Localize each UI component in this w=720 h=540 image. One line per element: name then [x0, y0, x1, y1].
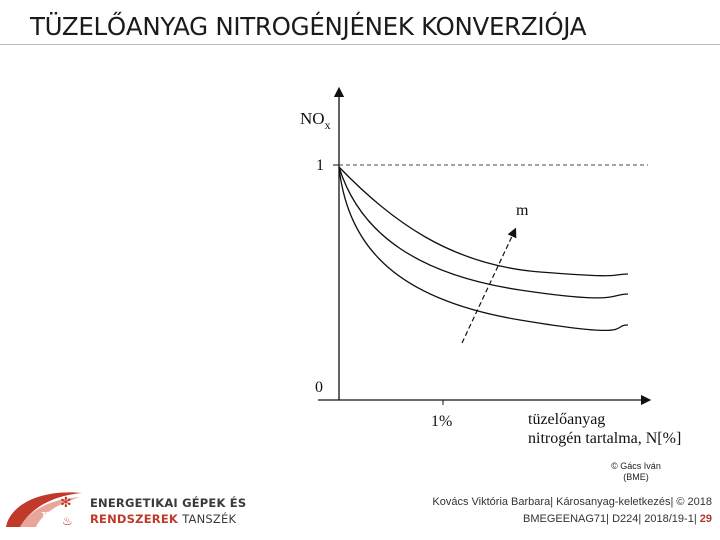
y-axis-label-main: NO: [300, 109, 325, 128]
footer-course-info: BMEGEENAG71| D224| 2018/19-1|: [523, 513, 697, 525]
conversion-curve-1: [339, 167, 628, 276]
department-line-2-bold: RENDSZEREK: [90, 512, 178, 526]
slide-title: TÜZELŐANYAG NITROGÉNJÉNEK KONVERZIÓJA: [30, 12, 587, 41]
y-axis-label-subscript: x: [324, 118, 331, 132]
y-axis-label: [300, 109, 331, 132]
flame-icon: ♨: [62, 514, 73, 528]
department-line-2-light: TANSZÉK: [182, 512, 237, 526]
footer-course-line: [432, 511, 712, 528]
credit-line-1: © Gács Iván: [611, 461, 661, 471]
department-line-1: ENERGETIKAI GÉPEK ÉS: [90, 496, 247, 510]
footer-author-line: Kovács Viktória Barbara| Károsanyag-keletkezés| © 2018: [432, 496, 712, 508]
conversion-curve-2: [339, 167, 628, 298]
page-number: 29: [699, 513, 712, 525]
department-line-2: [90, 511, 246, 527]
x-tick-label: 1%: [431, 413, 453, 430]
x-axis-label-line1: tüzelőanyag: [528, 411, 606, 428]
eta-symbol-icon: η: [41, 505, 52, 526]
slide-footer: [432, 494, 712, 528]
department-name: [90, 495, 246, 527]
x-axis-label-line2: nitrogén tartalma, N[%]: [528, 430, 682, 447]
credit-line-2: (BME): [623, 472, 649, 482]
conversion-curve-3: [339, 167, 628, 330]
image-credit: [600, 461, 672, 483]
snowflake-icon: ✻: [60, 495, 72, 511]
m-arrow-label: m: [516, 202, 529, 219]
y-tick-label-zero: 0: [315, 379, 323, 396]
y-tick-label-one: 1: [316, 157, 324, 174]
